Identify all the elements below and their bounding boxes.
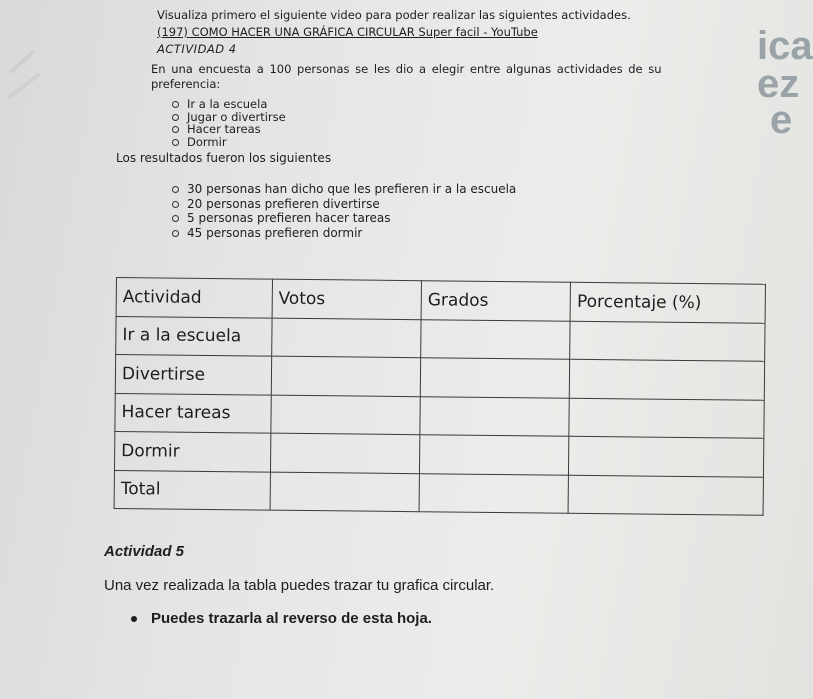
results-list (172, 182, 516, 240)
table-cell[interactable] (570, 359, 765, 400)
table-cell[interactable] (569, 398, 764, 439)
table-row-label: Dormir (114, 431, 270, 471)
list-item: 20 personas prefieren divertirse (172, 197, 516, 212)
table-cell[interactable] (419, 435, 569, 475)
table-header-row (116, 278, 765, 323)
table-row (115, 393, 764, 438)
table-cell[interactable] (270, 433, 420, 473)
table-row-label: Divertirse (115, 355, 271, 395)
table-header-cell: Grados (421, 281, 571, 321)
table-cell[interactable] (271, 356, 421, 396)
table-row-label: Hacer tareas (115, 393, 271, 433)
list-item: Jugar o divertirse (172, 111, 286, 124)
activity5-bullet: Puedes trazarla al reverso de esta hoja. (131, 610, 432, 627)
bullet-icon (172, 126, 179, 133)
list-item: 5 personas prefieren hacer tareas (172, 211, 516, 226)
table-cell[interactable] (569, 436, 764, 477)
list-item: 45 personas prefieren dormir (172, 226, 516, 241)
list-item: Hacer tareas (172, 123, 286, 136)
table-header-cell: Actividad (116, 278, 272, 318)
bullet-icon (172, 201, 179, 208)
table-cell[interactable] (570, 321, 765, 362)
table-cell[interactable] (420, 396, 570, 436)
pen-mark (7, 72, 41, 100)
survey-intro-line1: En una encuesta a 100 personas se les dio a elegir entre algunas actividades de su (151, 62, 662, 76)
table-header-cell: Porcentaje (%) (570, 282, 765, 323)
bullet-icon (172, 230, 179, 237)
table-cell[interactable] (419, 473, 569, 513)
bullet-icon (131, 616, 137, 622)
activity4-title: ACTIVIDAD 4 (157, 42, 237, 56)
table-header-cell: Votos (272, 279, 422, 319)
list-item: Dormir (172, 136, 286, 149)
table-row (114, 470, 763, 515)
bullet-icon (172, 114, 179, 121)
activity5-title: Actividad 5 (104, 543, 185, 560)
pen-mark (9, 50, 35, 74)
list-item: 30 personas han dicho que les prefieren ir a la escuela (172, 182, 516, 197)
bleed-through-text-3: e (770, 98, 793, 142)
results-title: Los resultados fueron los siguientes (116, 151, 332, 165)
bullet-icon (172, 139, 179, 146)
table-cell[interactable] (271, 395, 421, 435)
activity5-text: Una vez realizada la tabla puedes trazar tu grafica circular. (104, 577, 495, 594)
list-item: Ir a la escuela (172, 98, 286, 111)
table-row (115, 355, 764, 400)
activity-table (114, 277, 766, 516)
option-list (172, 98, 286, 148)
bullet-icon (172, 215, 179, 222)
table-row (116, 316, 765, 361)
table-cell[interactable] (270, 472, 420, 512)
table-row-label: Ir a la escuela (116, 316, 272, 356)
survey-intro-line2: preferencia: (151, 77, 221, 91)
table-row-label: Total (114, 470, 270, 510)
bleed-through-text-1: ica (757, 24, 813, 68)
bleed-through-text-2: ez (757, 62, 800, 106)
video-link[interactable]: (197) COMO HACER UNA GRÁFICA CIRCULAR Super facil - YouTube (157, 25, 538, 39)
bullet-icon (172, 101, 179, 108)
bullet-icon (172, 186, 179, 193)
table-cell[interactable] (568, 475, 763, 516)
table-cell[interactable] (420, 358, 570, 398)
table-row (114, 431, 763, 476)
table-cell[interactable] (421, 319, 571, 359)
instruction-text: Visualiza primero el siguiente video para poder realizar las siguientes actividades. (157, 8, 631, 22)
table-cell[interactable] (271, 318, 421, 358)
